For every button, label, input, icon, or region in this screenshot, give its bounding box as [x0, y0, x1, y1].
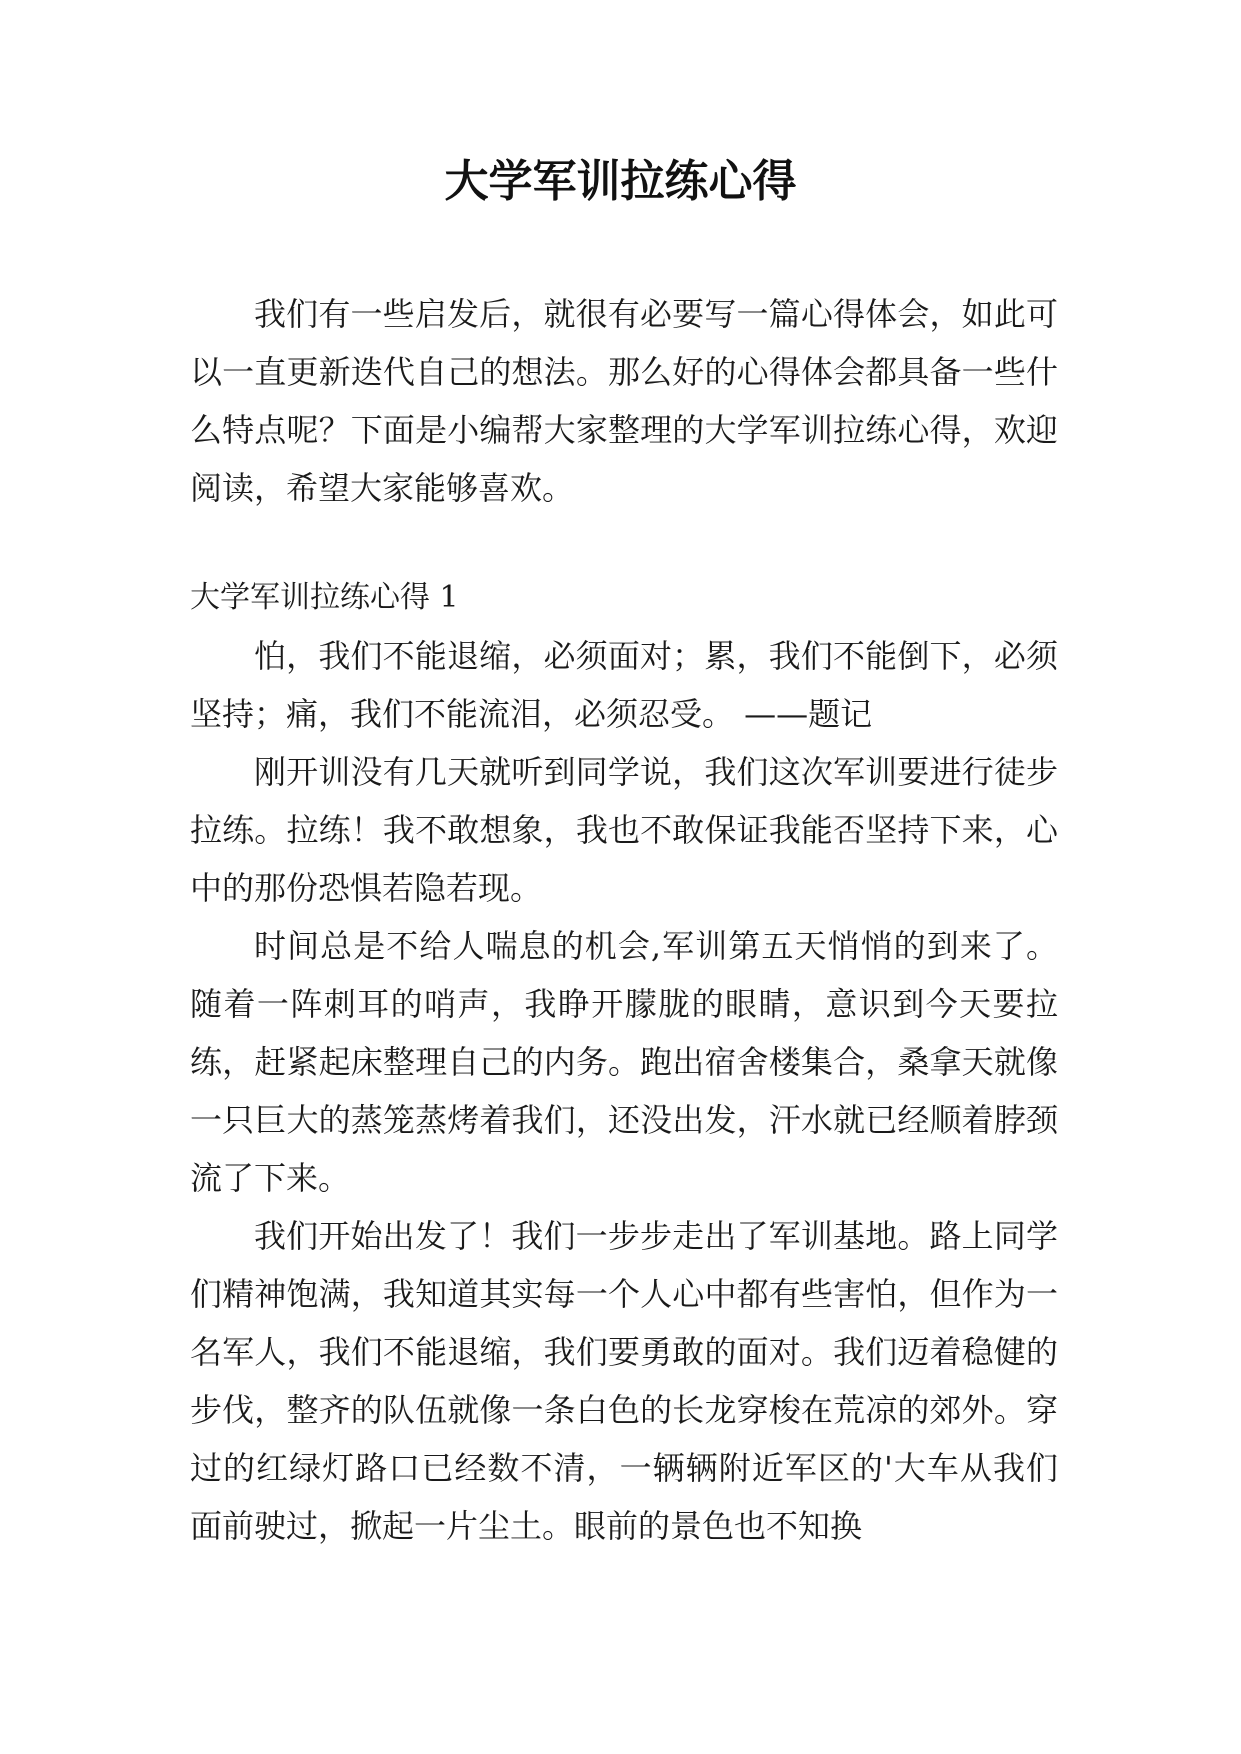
document-title: 大学军训拉练心得 [444, 156, 797, 207]
document-body [190, 285, 1058, 1555]
body-paragraph-2: 刚开训没有几天就听到同学说，我们这次军训要进行徒步拉练。拉练！我不敢想象，我也不敢保证我能否坚持下来，心中的那份恐惧若隐若现。 [190, 753, 1058, 907]
section-heading: 大学军训拉练心得 1 [190, 580, 459, 615]
body-paragraph-epigraph: 怕，我们不能退缩，必须面对；累，我们不能倒下，必须坚持；痛，我们不能流泪，必须忍受。 ——题记 [190, 637, 1058, 733]
body-paragraph-4: 我们开始出发了！我们一步步走出了军训基地。路上同学们精神饱满，我知道其实每一个人心中都有些害怕，但作为一名军人，我们不能退缩，我们要勇敢的面对。我们迈着稳健的步伐，整齐的队伍就像一条白色的长龙穿梭在荒凉的郊外。穿过的红绿灯路口已经数不清，一辆辆附近军区的'大车从我们面前驶过，掀起一片尘土。眼前的景色也不知换 [190, 1217, 1058, 1545]
body-paragraph-3: 时间总是不给人喘息的机会,军训第五天悄悄的到来了。随着一阵刺耳的哨声，我睁开朦胧的眼睛，意识到今天要拉练，赶紧起床整理自己的内务。跑出宿舍楼集合，桑拿天就像一只巨大的蒸笼蒸烤着我们，还没出发，汗水就已经顺着脖颈流了下来。 [190, 927, 1058, 1197]
intro-paragraph: 我们有一些启发后，就很有必要写一篇心得体会，如此可以一直更新迭代自己的想法。那么好的心得体会都具备一些什么特点呢？下面是小编帮大家整理的大学军训拉练心得，欢迎阅读，希望大家能够喜欢。 [190, 295, 1058, 507]
spacer [190, 517, 1058, 569]
